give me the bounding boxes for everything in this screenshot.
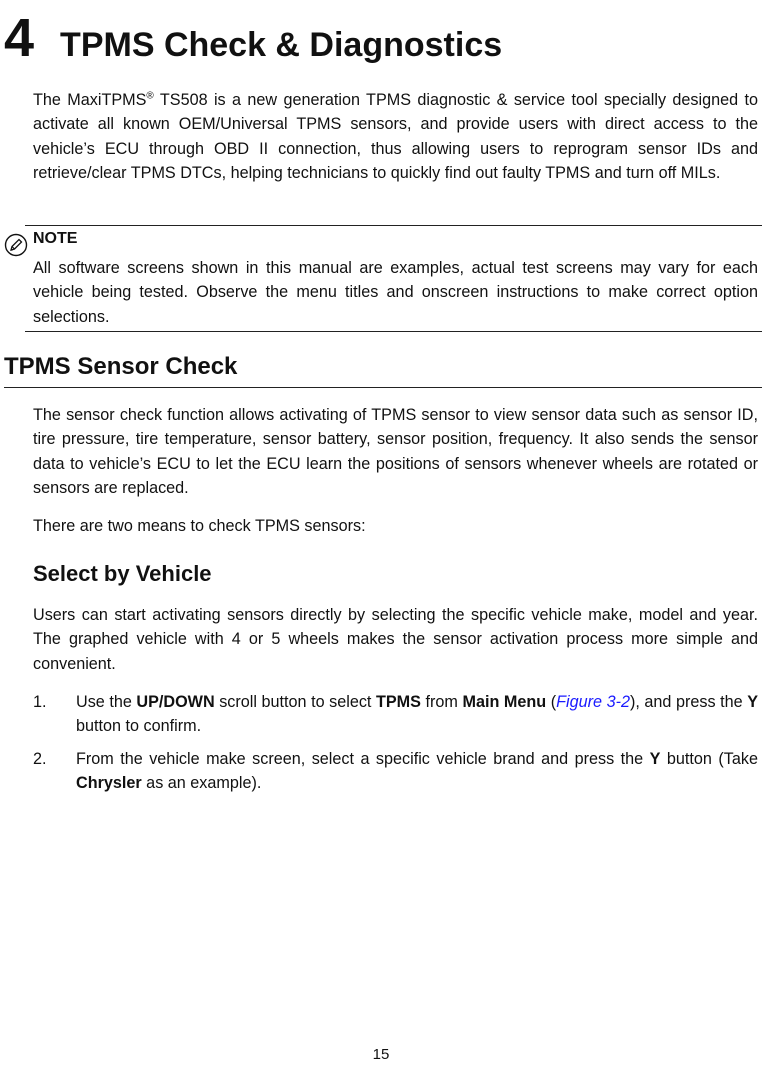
up-down-button-label: UP/DOWN [136,693,215,711]
step-number: 1. [33,693,47,711]
registered-mark: ® [146,90,154,102]
note-label: NOTE [33,230,78,247]
figure-link[interactable]: Figure 3-2 [556,693,630,711]
tpms-label: TPMS [376,693,421,711]
section-rule [4,387,762,388]
y-button-label: Y [747,693,758,711]
step-text: Use the UP/DOWN scroll button to select TPMS from Main Menu (Figure 3-2), and press the Y button to confirm. [76,693,758,736]
chapter-heading [4,10,502,66]
subsection-paragraph: Users can start activating sensors directly by selecting the specific vehicle make, model and year. The graphed vehicle with 4 or 5 wheels makes the sensor activation process more simple and convenient. [33,606,758,673]
step-text: From the vehicle make screen, select a specific vehicle brand and press the Y button (Take Chrysler as an example). [76,750,758,793]
section-intro-line: There are two means to check TPMS sensors: [33,517,366,535]
note-top-rule [25,225,762,226]
chapter-number: 4 [4,8,35,68]
intro-text-start: The MaxiTPMS [33,91,147,109]
y-button-label: Y [649,750,661,768]
page-number: 15 [372,1046,390,1063]
main-menu-label: Main Menu [462,693,547,711]
section-title: TPMS Sensor Check [4,353,238,380]
intro-paragraph [33,88,758,185]
step-number: 2. [33,750,47,768]
chapter-title: TPMS Check & Diagnostics [60,26,503,64]
section-paragraph: The sensor check function allows activating of TPMS sensor to view sensor data such as sensor ID, tire pressure, tire temperature, sensor battery, sensor position, frequency. It also sends the sensor data to vehicle’s ECU to let the ECU learn the positions of sensors whenever wheels are rotated or sensors are replaced. [33,406,758,497]
note-text: All software screens shown in this manual are examples, actual test screens may vary for each vehicle being tested. Observe the menu titles and onscreen instructions to make correct option selections. [33,259,758,326]
intro-text-rest: TS508 is a new generation TPMS diagnostic & service tool specially designed to activate all known OEM/Universal TPMS sensors, and provide users with direct access to the vehicle’s ECU through OBD II connection, thus allowing users to reprogram sensor IDs and retrieve/clear TPMS DTCs, helping technicians to quickly find out faulty TPMS and turn off MILs. [33,91,758,182]
chrysler-label: Chrysler [76,774,142,793]
subsection-title: Select by Vehicle [33,561,212,586]
note-bottom-rule [25,331,762,332]
pencil-icon [4,233,28,257]
